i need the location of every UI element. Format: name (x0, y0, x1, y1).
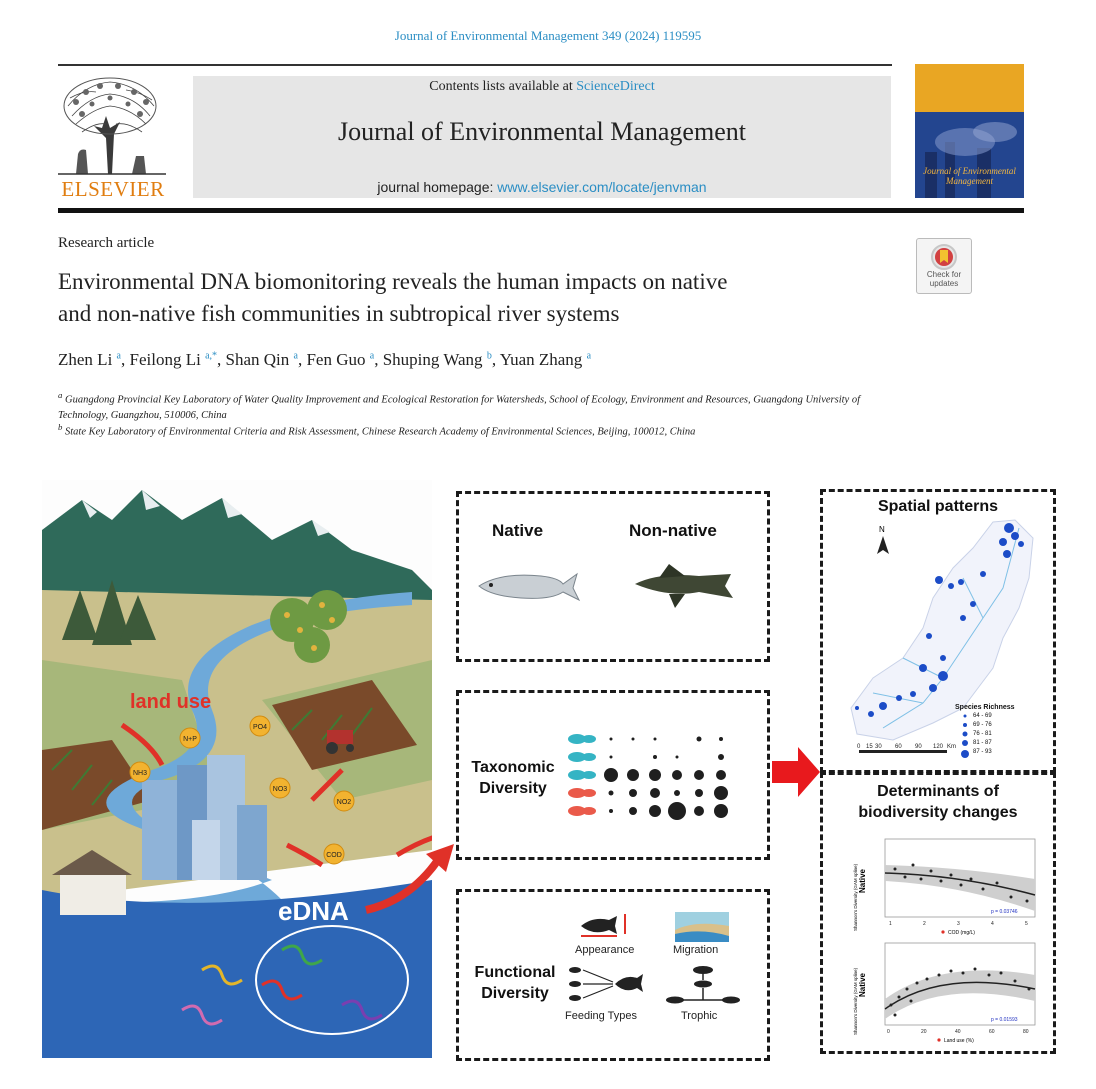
article-title-line-1: Environmental DNA biomonitoring reveals the human impacts on native (58, 269, 728, 294)
author-list: Zhen Li $^a$, Feilong Li $^{a,*}$, Shan Qin $^a$, Fen Guo $^a$, Shuping Wang $^b$, Yuan Zhang $^a$ (58, 350, 592, 369)
taxonomic-bubble-matrix (567, 731, 747, 823)
functional-diversity-box (456, 889, 770, 1061)
legend-markers (959, 712, 971, 762)
cover-band (915, 64, 1024, 112)
trophic-icon (663, 964, 743, 1008)
svg-text:120: 120 (933, 744, 944, 750)
plot2-xlabel: Land use (%) (944, 1038, 974, 1044)
legend-items: 64 - 69 69 - 76 76 - 81 81 - 87 87 - 93 (973, 713, 992, 755)
homepage-link[interactable]: www.elsevier.com/locate/jenvman (497, 179, 707, 195)
svg-text:0: 0 (857, 744, 861, 750)
pollutant-label: NH3 (132, 770, 148, 777)
native-fish-icon (471, 566, 581, 606)
land-use-label: land use (130, 691, 212, 713)
scale-bar (857, 742, 957, 756)
author-affiliation-mark[interactable]: a (293, 350, 298, 362)
pollutant-label: PO4 (252, 724, 268, 731)
land-use-regression-plot (851, 939, 1041, 1047)
taxonomic-label: Taxonomic Diversity (471, 759, 555, 797)
journal-cover-thumbnail[interactable] (915, 64, 1024, 198)
author-affiliation-mark[interactable]: b (486, 350, 492, 362)
affiliation-text: Guangdong Provincial Key Laboratory of Water Quality Improvement and Ecological Restoration for Watersheds, School of Ecology, Environment and Resources, Guangdong University of Technology, Guangzhou, 510006, China (58, 394, 860, 421)
plot1-xlabel: COD (mg/L) (948, 930, 975, 936)
pollutant-label: NO3 (272, 786, 288, 793)
svg-text:20: 20 (921, 1029, 927, 1035)
watershed-scene-illustration (42, 480, 432, 1058)
affiliation-mark: b (58, 422, 63, 432)
author-affiliation-mark[interactable]: a (116, 350, 121, 362)
svg-text:1: 1 (889, 921, 892, 927)
contents-prefix: Contents lists available at (429, 79, 577, 94)
native-nonnative-box (456, 491, 770, 662)
native-label: Native (492, 521, 544, 540)
affiliation-mark: a (58, 390, 63, 400)
feeding-types-label: Feeding Types (565, 1010, 637, 1022)
appearance-fish-icon (577, 912, 631, 938)
journal-reference[interactable]: Journal of Environmental Management 349 (2024) 119595 (394, 28, 702, 43)
contents-line (193, 79, 891, 95)
trophic-label: Trophic (681, 1010, 718, 1022)
sciencedirect-link[interactable]: ScienceDirect (576, 79, 655, 94)
right-arrow-icon (772, 747, 822, 797)
article-type: Research article (58, 235, 155, 251)
author-affiliation-mark[interactable]: a (586, 350, 592, 362)
plot1-ylabel-group: Native (858, 868, 867, 893)
svg-text:3: 3 (957, 921, 960, 927)
flow-arrow-icon (360, 840, 460, 920)
author-affiliation-mark[interactable]: a (369, 350, 375, 362)
publisher-name: ELSEVIER (61, 177, 165, 201)
svg-text:40: 40 (955, 1029, 961, 1035)
author-name[interactable]: Shan Qin (225, 350, 290, 369)
svg-text:90: 90 (915, 744, 922, 750)
homepage-prefix: journal homepage: (377, 179, 498, 195)
journal-title: Journal of Environmental Management (338, 117, 746, 146)
spatial-patterns-box (820, 489, 1056, 773)
determinants-box (820, 772, 1056, 1054)
plot2-ylabel-group: Native (858, 972, 867, 997)
svg-text:2: 2 (923, 921, 926, 927)
svg-text:Km: Km (947, 744, 956, 750)
pollutant-label: NO2 (336, 799, 352, 806)
cod-regression-plot (851, 835, 1041, 939)
svg-text:80: 80 (1023, 1029, 1029, 1035)
pollutant-label: COD (326, 852, 342, 859)
svg-text:15: 15 (866, 744, 873, 750)
author-name[interactable]: Feilong Li (129, 350, 201, 369)
author-name[interactable]: Shuping Wang (382, 350, 483, 369)
homepage-line (193, 179, 891, 195)
migration-label: Migration (673, 944, 719, 956)
migration-icon (675, 912, 729, 942)
header-rule-bottom (58, 208, 1024, 213)
svg-text:0: 0 (887, 1029, 890, 1035)
check-updates-label: Check for updates (926, 270, 962, 288)
affiliation-b (58, 420, 898, 440)
taxonomic-diversity-box (456, 690, 770, 860)
plot1-pvalue: p = 0.03746 (991, 909, 1018, 915)
author-name[interactable]: Zhen Li (58, 350, 113, 369)
plot2-pvalue: p = 0.01593 (991, 1017, 1018, 1023)
affiliation-text: State Key Laboratory of Environmental Criteria and Risk Assessment, Chinese Research Academy of Environmental Sciences, Beijing, 100012, China (65, 426, 696, 438)
plot1-ylabel: Shannon's Diversity (GAM spline) (853, 863, 858, 931)
edna-label: eDNA (278, 896, 349, 926)
north-label: N (879, 525, 885, 534)
svg-text:60: 60 (895, 744, 902, 750)
watershed-map (843, 518, 1053, 753)
article-title-line-2: and non-native fish communities in subtropical river systems (58, 301, 620, 326)
determinants-title: Determinants of biodiversity changes (858, 783, 1018, 821)
author-name[interactable]: Fen Guo (306, 350, 366, 369)
plot2-ylabel: Shannon's Diversity (GAM spline) (853, 967, 858, 1035)
functional-label: Functional Diversity (474, 964, 556, 1002)
svg-text:30: 30 (875, 744, 882, 750)
author-name[interactable]: Yuan Zhang (499, 350, 583, 369)
feeding-types-icon (565, 962, 645, 1006)
non-native-fish-icon (629, 560, 739, 612)
non-native-label: Non-native (629, 521, 717, 540)
article-title (58, 266, 898, 330)
header-rule-top (58, 64, 892, 66)
svg-text:4: 4 (991, 921, 994, 927)
check-updates-icon (930, 243, 958, 271)
svg-text:60: 60 (989, 1029, 995, 1035)
appearance-label: Appearance (575, 944, 635, 956)
author-affiliation-mark[interactable]: a,* (205, 350, 218, 362)
pollutant-label: N+P (183, 736, 197, 743)
spatial-patterns-title: Spatial patterns (877, 498, 999, 515)
legend-title: Species Richness (955, 704, 1015, 711)
svg-text:5: 5 (1025, 921, 1028, 927)
cover-title: Journal of Environmental Management (923, 166, 1016, 186)
affiliation-a (58, 388, 898, 423)
